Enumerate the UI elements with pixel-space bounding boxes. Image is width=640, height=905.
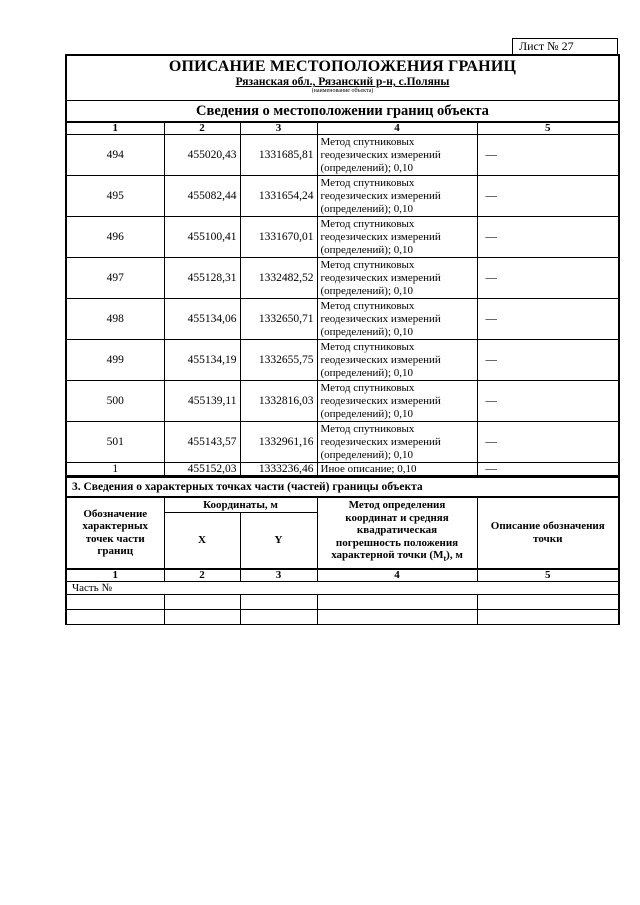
method-line: (определений); 0,10	[320, 448, 414, 461]
x-coordinate-cell: 455100,41	[164, 217, 240, 258]
method-line: (определений); 0,10	[320, 407, 414, 420]
x-coordinate-cell: 455134,19	[164, 340, 240, 381]
method-line: Метод спутниковых	[320, 422, 415, 435]
point-number-cell: 501	[67, 422, 164, 463]
method-header: Метод определения координат и средняя квадратическая погрешность положения характерной точки $(M_t)$, м	[317, 498, 477, 569]
x-coordinate-cell: 455152,03	[164, 463, 240, 476]
description-cell: —	[477, 176, 618, 217]
description-cell: —	[477, 217, 618, 258]
method-line: (определений); 0,10	[320, 243, 414, 256]
boundary-points-table	[67, 122, 618, 476]
boundary-point-row	[67, 135, 618, 176]
part-points-table	[67, 497, 618, 625]
method-line: Метод спутниковых	[320, 135, 415, 148]
col-number: 1	[67, 569, 164, 582]
sheet-number: Лист № 27	[512, 38, 618, 55]
y-coordinate-cell: 1331685,81	[240, 135, 317, 176]
description-cell: —	[477, 340, 618, 381]
form-header	[67, 56, 618, 101]
x-coordinate-cell: 455134,06	[164, 299, 240, 340]
point-designation-header: Обозначение характерных точек части границ	[67, 498, 164, 569]
col-number: 5	[477, 569, 618, 582]
boundary-point-row	[67, 340, 618, 381]
object-location: Рязанская обл., Рязанский р-н, с.Поляны	[235, 76, 450, 88]
method-line: геодезических измерений	[320, 148, 441, 161]
method-line: Метод спутниковых	[320, 217, 415, 230]
method-cell	[317, 299, 477, 340]
section3-title: 3. Сведения о характерных точках части (частей) границы объекта	[67, 476, 618, 497]
part-label: Часть №	[67, 581, 618, 594]
col-number: 2	[164, 123, 240, 135]
point-number-cell: 494	[67, 135, 164, 176]
form-title: ОПИСАНИЕ МЕСТОПОЛОЖЕНИЯ ГРАНИЦ	[168, 58, 517, 75]
description-cell: —	[477, 463, 618, 476]
method-cell	[317, 217, 477, 258]
method-line: (определений); 0,10	[320, 325, 414, 338]
method-line: (определений); 0,10	[320, 161, 414, 174]
point-number-cell: 498	[67, 299, 164, 340]
boundary-point-row-closing	[67, 463, 618, 476]
method-line: геодезических измерений	[320, 353, 441, 366]
x-header: X	[164, 513, 240, 569]
section2-title: Сведения о местоположении границ объекта	[67, 101, 618, 122]
y-coordinate-cell: 1333236,46	[240, 463, 317, 476]
method-line: (определений); 0,10	[320, 366, 414, 379]
boundary-point-row	[67, 381, 618, 422]
point-number-cell: 500	[67, 381, 164, 422]
part-label-row	[67, 581, 618, 594]
x-coordinate-cell: 455128,31	[164, 258, 240, 299]
method-line: геодезических измерений	[320, 394, 441, 407]
method-line: геодезических измерений	[320, 230, 441, 243]
method-cell	[317, 422, 477, 463]
boundary-point-row	[67, 258, 618, 299]
boundary-point-row	[67, 217, 618, 258]
method-line: (определений); 0,10	[320, 202, 414, 215]
point-number-cell: 495	[67, 176, 164, 217]
col-number: 4	[317, 569, 477, 582]
method-cell	[317, 135, 477, 176]
y-coordinate-cell: 1332482,52	[240, 258, 317, 299]
boundary-description-form	[65, 54, 620, 625]
y-coordinate-cell: 1332650,71	[240, 299, 317, 340]
method-line: геодезических измерений	[320, 312, 441, 325]
method-line: (определений); 0,10	[320, 284, 414, 297]
method-cell	[317, 176, 477, 217]
method-line: геодезических измерений	[320, 271, 441, 284]
point-description-header: Описание обозначения точки	[477, 498, 618, 569]
description-cell: —	[477, 299, 618, 340]
description-cell: —	[477, 135, 618, 176]
col-number: 3	[240, 569, 317, 582]
method-line: Метод спутниковых	[320, 176, 415, 189]
description-cell: —	[477, 258, 618, 299]
col-number: 4	[317, 123, 477, 135]
point-number-cell: 1	[67, 463, 164, 476]
method-line: Метод спутниковых	[320, 299, 415, 312]
col-number: 3	[240, 123, 317, 135]
method-cell	[317, 381, 477, 422]
method-line: геодезических измерений	[320, 189, 441, 202]
description-cell: —	[477, 422, 618, 463]
method-cell	[317, 340, 477, 381]
empty-row	[67, 609, 618, 624]
boundary-point-row	[67, 176, 618, 217]
x-coordinate-cell: 455082,44	[164, 176, 240, 217]
description-cell: —	[477, 381, 618, 422]
part-header-row	[67, 498, 618, 513]
part-column-numbers-row	[67, 569, 618, 582]
method-cell	[317, 258, 477, 299]
boundary-point-row	[67, 422, 618, 463]
x-coordinate-cell: 455143,57	[164, 422, 240, 463]
y-coordinate-cell: 1332961,16	[240, 422, 317, 463]
col-number: 1	[67, 123, 164, 135]
coordinates-header: Координаты, м	[164, 498, 317, 513]
point-number-cell: 497	[67, 258, 164, 299]
boundary-point-row	[67, 299, 618, 340]
method-line: Метод спутниковых	[320, 381, 415, 394]
method-line: геодезических измерений	[320, 435, 441, 448]
x-coordinate-cell: 455139,11	[164, 381, 240, 422]
y-coordinate-cell: 1332655,75	[240, 340, 317, 381]
x-coordinate-cell: 455020,43	[164, 135, 240, 176]
y-coordinate-cell: 1331670,01	[240, 217, 317, 258]
col-number: 2	[164, 569, 240, 582]
point-number-cell: 496	[67, 217, 164, 258]
y-coordinate-cell: 1331654,24	[240, 176, 317, 217]
object-location-caption: (наименование объекта)	[311, 88, 374, 94]
column-numbers-row	[67, 123, 618, 135]
method-line: Метод спутниковых	[320, 258, 415, 271]
point-number-cell: 499	[67, 340, 164, 381]
y-coordinate-cell: 1332816,03	[240, 381, 317, 422]
col-number: 5	[477, 123, 618, 135]
empty-row	[67, 594, 618, 609]
method-line: Метод спутниковых	[320, 340, 415, 353]
method-cell: Иное описание; 0,10	[317, 463, 477, 476]
y-header: Y	[240, 513, 317, 569]
